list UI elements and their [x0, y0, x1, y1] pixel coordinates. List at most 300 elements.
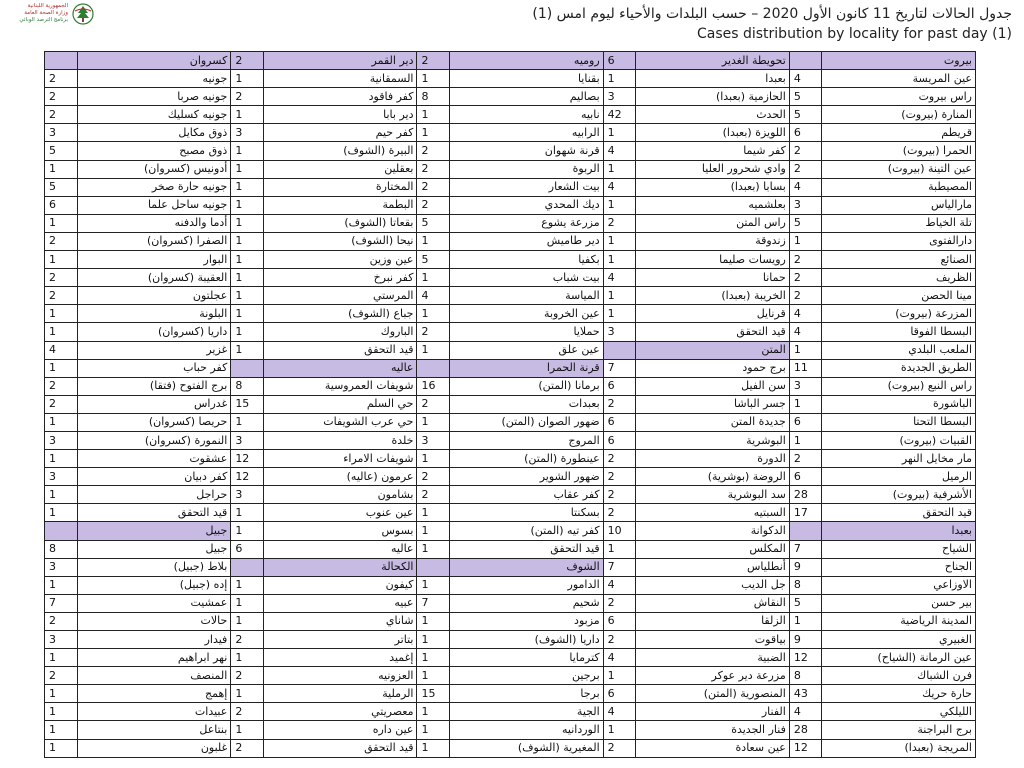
case-count-cell: 2 — [45, 70, 78, 88]
case-count-cell: 5 — [417, 214, 449, 232]
locality-name-cell: شاناي — [263, 612, 417, 630]
case-count-cell: 2 — [789, 450, 821, 468]
locality-name-cell: بصاليم — [449, 88, 603, 106]
logo-text-line: الجمهورية اللبنانية — [27, 3, 68, 9]
case-count-cell: 1 — [231, 721, 263, 739]
case-count-cell: 5 — [789, 214, 821, 232]
locality-name-cell: الدورة — [636, 450, 790, 468]
locality-name-cell: المختارة — [263, 178, 417, 196]
case-count-cell: 1 — [45, 486, 78, 504]
case-count-cell: 8 — [789, 576, 821, 594]
case-count-cell: 1 — [45, 160, 78, 178]
locality-name-cell: بتاتر — [263, 631, 417, 649]
case-count-cell: 1 — [231, 612, 263, 630]
locality-name-cell: راس المتن — [636, 214, 790, 232]
case-count-cell: 7 — [603, 359, 635, 377]
locality-name-cell: عين التينة (بيروت) — [822, 160, 976, 178]
case-count-cell: 2 — [789, 142, 821, 160]
cases-table-wrapper — [44, 51, 976, 758]
locality-name-cell: الصفرا (كسروان) — [77, 232, 231, 250]
locality-name-cell: بيت الشعار — [449, 178, 603, 196]
table-row — [45, 468, 976, 486]
locality-name-cell: الطريق الجديدة — [822, 359, 976, 377]
locality-name-cell: كيفون — [263, 576, 417, 594]
case-count-cell: 1 — [417, 413, 449, 431]
case-count-cell: 1 — [417, 450, 449, 468]
locality-name-cell: خلدة — [263, 431, 417, 449]
case-count-cell: 11 — [789, 359, 821, 377]
table-row — [45, 486, 976, 504]
locality-name-cell: الغبيري — [822, 631, 976, 649]
locality-name-cell: جونيه — [77, 70, 231, 88]
locality-name-cell: ذوق مكايل — [77, 124, 231, 142]
case-count-cell: 1 — [417, 124, 449, 142]
case-count-cell: 3 — [45, 468, 78, 486]
cases-table — [44, 51, 976, 758]
case-count-cell: 12 — [789, 739, 821, 757]
table-row — [45, 232, 976, 250]
case-count-cell: 6 — [231, 540, 263, 558]
locality-name-cell: قيد التحقق — [263, 341, 417, 359]
title-english: Cases distribution by locality for past day (1) — [696, 26, 1012, 42]
case-count-cell: 1 — [231, 413, 263, 431]
locality-name-cell: المرستي — [263, 287, 417, 305]
locality-name-cell: الباروك — [263, 323, 417, 341]
case-count-cell: 43 — [789, 685, 821, 703]
case-count-cell: 2 — [603, 631, 635, 649]
case-count-cell: 9 — [789, 631, 821, 649]
locality-name-cell: أنطلياس — [636, 558, 790, 576]
case-count-cell: 1 — [231, 196, 263, 214]
locality-name-cell: الرملية — [263, 685, 417, 703]
locality-name-cell: دير طاميش — [449, 232, 603, 250]
case-count-cell: 1 — [45, 359, 78, 377]
locality-name-cell: المنارة (بيروت) — [822, 106, 976, 124]
locality-name-cell: جونيه حارة صخر — [77, 178, 231, 196]
case-count-cell — [789, 52, 821, 70]
case-count-cell — [603, 341, 635, 359]
case-count-cell: 3 — [45, 631, 78, 649]
locality-name-cell: الباشورة — [822, 395, 976, 413]
case-count-cell: 7 — [417, 594, 449, 612]
case-count-cell: 1 — [231, 70, 263, 88]
case-count-cell: 1 — [789, 612, 821, 630]
case-count-cell: 2 — [417, 178, 449, 196]
case-count-cell: 15 — [231, 395, 263, 413]
case-count-cell: 2 — [789, 160, 821, 178]
locality-name-cell: الوردانيه — [449, 721, 603, 739]
case-count-cell — [789, 522, 821, 540]
case-count-cell: 4 — [603, 703, 635, 721]
locality-name-cell: غلبون — [77, 739, 231, 757]
case-count-cell: 12 — [231, 468, 263, 486]
case-count-cell: 2 — [417, 142, 449, 160]
locality-name-cell: الليلكي — [822, 703, 976, 721]
locality-name-cell: الظريف — [822, 269, 976, 287]
table-row — [45, 450, 976, 468]
page-title — [292, 4, 1012, 44]
case-count-cell: 2 — [789, 251, 821, 269]
case-count-cell: 1 — [231, 160, 263, 178]
locality-name-cell: مزرعة يشوع — [449, 214, 603, 232]
case-count-cell: 1 — [45, 685, 78, 703]
locality-name-cell: سن الفيل — [636, 377, 790, 395]
locality-name-cell: دير بابا — [263, 106, 417, 124]
case-count-cell: 1 — [45, 504, 78, 522]
case-count-cell: 1 — [789, 232, 821, 250]
case-count-cell: 1 — [45, 251, 78, 269]
locality-name-cell: جونيه ساحل علما — [77, 196, 231, 214]
case-count-cell: 28 — [789, 486, 821, 504]
locality-name-cell: البيرة (الشوف) — [263, 142, 417, 160]
locality-name-cell: جباع (الشوف) — [263, 305, 417, 323]
case-count-cell: 4 — [417, 287, 449, 305]
case-count-cell: 1 — [417, 649, 449, 667]
case-count-cell: 4 — [603, 178, 635, 196]
locality-name-cell: كفر عقاب — [449, 486, 603, 504]
locality-name-cell: المزرعة (بيروت) — [822, 305, 976, 323]
locality-name-cell: الاوزاعي — [822, 576, 976, 594]
locality-name-cell: دير القمر — [263, 52, 417, 70]
case-count-cell: 2 — [45, 232, 78, 250]
locality-name-cell: عين علق — [449, 341, 603, 359]
case-count-cell: 1 — [603, 305, 635, 323]
case-count-cell: 2 — [231, 703, 263, 721]
locality-name-cell: بقعاتا (الشوف) — [263, 214, 417, 232]
locality-name-cell: زندوقة — [636, 232, 790, 250]
case-count-cell: 1 — [603, 232, 635, 250]
locality-name-cell: بسكنتا — [449, 504, 603, 522]
table-row — [45, 70, 976, 88]
case-count-cell: 1 — [603, 160, 635, 178]
locality-name-cell: برجين — [449, 667, 603, 685]
case-count-cell: 2 — [417, 323, 449, 341]
table-row — [45, 522, 976, 540]
case-count-cell: 4 — [603, 269, 635, 287]
case-count-cell: 7 — [603, 558, 635, 576]
locality-name-cell: بياقوت — [636, 631, 790, 649]
locality-name-cell: فرن الشباك — [822, 667, 976, 685]
case-count-cell: 4 — [45, 341, 78, 359]
case-count-cell: 1 — [417, 522, 449, 540]
case-count-cell: 3 — [603, 323, 635, 341]
case-count-cell: 5 — [45, 142, 78, 160]
table-row — [45, 196, 976, 214]
locality-name-cell: حي السلم — [263, 395, 417, 413]
case-count-cell: 2 — [417, 196, 449, 214]
locality-name-cell: بعلشميه — [636, 196, 790, 214]
case-count-cell: 1 — [417, 269, 449, 287]
case-count-cell: 1 — [231, 649, 263, 667]
case-count-cell: 4 — [603, 649, 635, 667]
case-count-cell: 5 — [789, 88, 821, 106]
case-count-cell: 2 — [603, 468, 635, 486]
case-count-cell: 5 — [789, 106, 821, 124]
case-count-cell: 2 — [231, 52, 263, 70]
cases-table-body — [45, 52, 976, 758]
locality-name-cell: داريا (الشوف) — [449, 631, 603, 649]
table-row — [45, 124, 976, 142]
case-count-cell: 2 — [45, 269, 78, 287]
case-count-cell: 1 — [231, 504, 263, 522]
locality-name-cell: شحيم — [449, 594, 603, 612]
case-count-cell: 1 — [603, 540, 635, 558]
locality-name-cell: العقيبة (كسروان) — [77, 269, 231, 287]
locality-name-cell: الرميل — [822, 468, 976, 486]
locality-name-cell: الملعب البلدي — [822, 341, 976, 359]
case-count-cell: 3 — [45, 124, 78, 142]
case-count-cell: 5 — [417, 251, 449, 269]
case-count-cell: 2 — [45, 88, 78, 106]
case-count-cell: 1 — [417, 703, 449, 721]
case-count-cell: 1 — [45, 214, 78, 232]
locality-name-cell: ديك المحدي — [449, 196, 603, 214]
locality-name-cell: أدونيس (كسروان) — [77, 160, 231, 178]
locality-name-cell: كفر حيم — [263, 124, 417, 142]
locality-name-cell: ضهور الشوير — [449, 468, 603, 486]
locality-name-cell: وادي شحرور العليا — [636, 160, 790, 178]
locality-name-cell: عشقوت — [77, 450, 231, 468]
table-row — [45, 649, 976, 667]
locality-name-cell: العزونيه — [263, 667, 417, 685]
locality-name-cell: بسوس — [263, 522, 417, 540]
table-row — [45, 251, 976, 269]
case-count-cell: 17 — [789, 504, 821, 522]
case-count-cell: 3 — [417, 431, 449, 449]
locality-name-cell: غدراس — [77, 395, 231, 413]
locality-name-cell: عاليه — [263, 359, 417, 377]
table-row — [45, 287, 976, 305]
locality-name-cell: مار مخايل النهر — [822, 450, 976, 468]
table-row — [45, 703, 976, 721]
case-count-cell: 6 — [603, 52, 635, 70]
locality-name-cell: إده (جبيل) — [77, 576, 231, 594]
case-count-cell: 2 — [417, 395, 449, 413]
locality-name-cell: الخريبة (بعبدا) — [636, 287, 790, 305]
ministry-logo — [8, 3, 94, 27]
table-row — [45, 106, 976, 124]
case-count-cell: 1 — [417, 504, 449, 522]
table-row — [45, 413, 976, 431]
locality-name-cell: عبيدات — [77, 703, 231, 721]
locality-name-cell: إغميد — [263, 649, 417, 667]
case-count-cell: 6 — [603, 377, 635, 395]
case-count-cell — [417, 558, 449, 576]
locality-name-cell: عين المريسة — [822, 70, 976, 88]
case-count-cell: 2 — [231, 88, 263, 106]
case-count-cell: 2 — [603, 395, 635, 413]
case-count-cell: 2 — [231, 631, 263, 649]
case-count-cell: 1 — [417, 106, 449, 124]
logo-text — [8, 3, 68, 24]
case-count-cell: 1 — [45, 649, 78, 667]
locality-name-cell: بيت شباب — [449, 269, 603, 287]
table-row — [45, 142, 976, 160]
locality-name-cell: سد البوشرية — [636, 486, 790, 504]
locality-name-cell: حي عرب الشويفات — [263, 413, 417, 431]
case-count-cell: 6 — [603, 685, 635, 703]
case-count-cell — [45, 522, 78, 540]
case-count-cell: 4 — [789, 703, 821, 721]
locality-name-cell: بلاط (جبيل) — [77, 558, 231, 576]
locality-name-cell: جبيل — [77, 522, 231, 540]
table-row — [45, 631, 976, 649]
locality-name-cell: الربوة — [449, 160, 603, 178]
locality-name-cell: نابيه — [449, 106, 603, 124]
locality-name-cell: الزلقا — [636, 612, 790, 630]
locality-name-cell: كفر دبيان — [77, 468, 231, 486]
case-count-cell: 1 — [417, 70, 449, 88]
case-count-cell: 8 — [45, 540, 78, 558]
case-count-cell: 3 — [45, 558, 78, 576]
locality-name-cell: الضبية — [636, 649, 790, 667]
locality-name-cell: برج الفتوح (فتقا) — [77, 377, 231, 395]
case-count-cell: 3 — [789, 196, 821, 214]
locality-name-cell: عين عنوب — [263, 504, 417, 522]
locality-name-cell: المدينة الرياضية — [822, 612, 976, 630]
case-count-cell: 1 — [45, 739, 78, 757]
locality-name-cell: حملايا — [449, 323, 603, 341]
locality-name-cell: المياسة — [449, 287, 603, 305]
locality-name-cell: عينطورة (المتن) — [449, 450, 603, 468]
table-row — [45, 359, 976, 377]
table-row — [45, 612, 976, 630]
case-count-cell: 1 — [417, 576, 449, 594]
locality-name-cell: مينا الحصن — [822, 287, 976, 305]
locality-name-cell: المروج — [449, 431, 603, 449]
case-count-cell: 1 — [789, 431, 821, 449]
locality-name-cell: قيد التحقق — [636, 323, 790, 341]
case-count-cell: 9 — [789, 558, 821, 576]
locality-name-cell: بقنايا — [449, 70, 603, 88]
locality-name-cell: عمشيت — [77, 594, 231, 612]
locality-name-cell: البسطا التحتا — [822, 413, 976, 431]
locality-name-cell: بعبدا — [636, 70, 790, 88]
locality-name-cell: الصنائع — [822, 251, 976, 269]
case-count-cell: 2 — [789, 269, 821, 287]
locality-name-cell: الشوف — [449, 558, 603, 576]
case-count-cell: 15 — [417, 685, 449, 703]
case-count-cell: 4 — [789, 70, 821, 88]
locality-name-cell: فنار الجديدة — [636, 721, 790, 739]
locality-name-cell: بعقلين — [263, 160, 417, 178]
locality-name-cell: كفر فاقود — [263, 88, 417, 106]
case-count-cell: 1 — [603, 667, 635, 685]
case-count-cell: 1 — [231, 341, 263, 359]
locality-name-cell: عجلتون — [77, 287, 231, 305]
case-count-cell: 1 — [417, 305, 449, 323]
case-count-cell: 1 — [231, 142, 263, 160]
locality-name-cell: جونيه صربا — [77, 88, 231, 106]
locality-name-cell: اللويزة (بعبدا) — [636, 124, 790, 142]
logo-text-line: وزارة الصحة العامة — [24, 10, 68, 16]
locality-name-cell: الدكوانة — [636, 522, 790, 540]
locality-name-cell: حراجل — [77, 486, 231, 504]
locality-name-cell: عبيه — [263, 594, 417, 612]
table-row — [45, 377, 976, 395]
locality-name-cell: تحويطة الغدير — [636, 52, 790, 70]
locality-name-cell: كترمايا — [449, 649, 603, 667]
locality-name-cell: الكحالة — [263, 558, 417, 576]
case-count-cell: 2 — [231, 739, 263, 757]
locality-name-cell: جديدة المتن — [636, 413, 790, 431]
case-count-cell: 12 — [231, 450, 263, 468]
cedar-emblem-icon — [72, 3, 94, 25]
locality-name-cell: الجناح — [822, 558, 976, 576]
case-count-cell: 1 — [603, 70, 635, 88]
case-count-cell: 3 — [231, 124, 263, 142]
locality-name-cell: دارالفتوى — [822, 232, 976, 250]
locality-name-cell: برجا — [449, 685, 603, 703]
locality-name-cell: الجية — [449, 703, 603, 721]
case-count-cell — [231, 558, 263, 576]
locality-name-cell: المريجة (بعبدا) — [822, 739, 976, 757]
locality-name-cell: قريطم — [822, 124, 976, 142]
locality-name-cell: ضهور الصوان (المتن) — [449, 413, 603, 431]
locality-name-cell: المكلس — [636, 540, 790, 558]
case-count-cell: 2 — [45, 106, 78, 124]
case-count-cell: 2 — [603, 486, 635, 504]
locality-name-cell: مزبود — [449, 612, 603, 630]
locality-name-cell: بعبدات — [449, 395, 603, 413]
locality-name-cell: قيد التحقق — [822, 504, 976, 522]
table-row — [45, 721, 976, 739]
locality-name-cell: عين وزين — [263, 251, 417, 269]
locality-name-cell: قرنة شهوان — [449, 142, 603, 160]
case-count-cell: 6 — [789, 413, 821, 431]
case-count-cell: 1 — [231, 232, 263, 250]
locality-name-cell: الحمرا (بيروت) — [822, 142, 976, 160]
table-row — [45, 88, 976, 106]
locality-name-cell: الرابيه — [449, 124, 603, 142]
case-count-cell: 2 — [417, 52, 449, 70]
locality-name-cell: نيحا (الشوف) — [263, 232, 417, 250]
case-count-cell: 1 — [45, 721, 78, 739]
locality-name-cell: بيروت — [822, 52, 976, 70]
case-count-cell: 2 — [45, 377, 78, 395]
case-count-cell: 1 — [45, 703, 78, 721]
case-count-cell: 4 — [603, 576, 635, 594]
locality-name-cell: المصيطبة — [822, 178, 976, 196]
table-row — [45, 323, 976, 341]
locality-name-cell: الحدث — [636, 106, 790, 124]
case-count-cell: 1 — [417, 631, 449, 649]
case-count-cell: 7 — [789, 540, 821, 558]
case-count-cell: 3 — [45, 431, 78, 449]
case-count-cell: 42 — [603, 106, 635, 124]
locality-name-cell: النقاش — [636, 594, 790, 612]
locality-name-cell: بشامون — [263, 486, 417, 504]
case-count-cell: 1 — [231, 594, 263, 612]
table-row — [45, 52, 976, 70]
table-row — [45, 269, 976, 287]
case-count-cell — [417, 359, 449, 377]
locality-name-cell: الروضة (بوشرية) — [636, 468, 790, 486]
title-arabic: جدول الحالات لتاريخ 11 كانون الأول 2020 – حسب البلدات والأحياء ليوم امس (1) — [532, 6, 1012, 22]
case-count-cell: 1 — [45, 323, 78, 341]
locality-name-cell: الحازمية (بعبدا) — [636, 88, 790, 106]
locality-name-cell: المنصف — [77, 667, 231, 685]
locality-name-cell: الشياح — [822, 540, 976, 558]
locality-name-cell: برج حمود — [636, 359, 790, 377]
case-count-cell: 5 — [45, 178, 78, 196]
case-count-cell: 1 — [231, 576, 263, 594]
locality-name-cell: البلونة — [77, 305, 231, 323]
locality-name-cell: قيد التحقق — [449, 540, 603, 558]
locality-name-cell: عين الرمانة (الشياح) — [822, 649, 976, 667]
case-count-cell: 2 — [45, 287, 78, 305]
locality-name-cell: بكفيا — [449, 251, 603, 269]
